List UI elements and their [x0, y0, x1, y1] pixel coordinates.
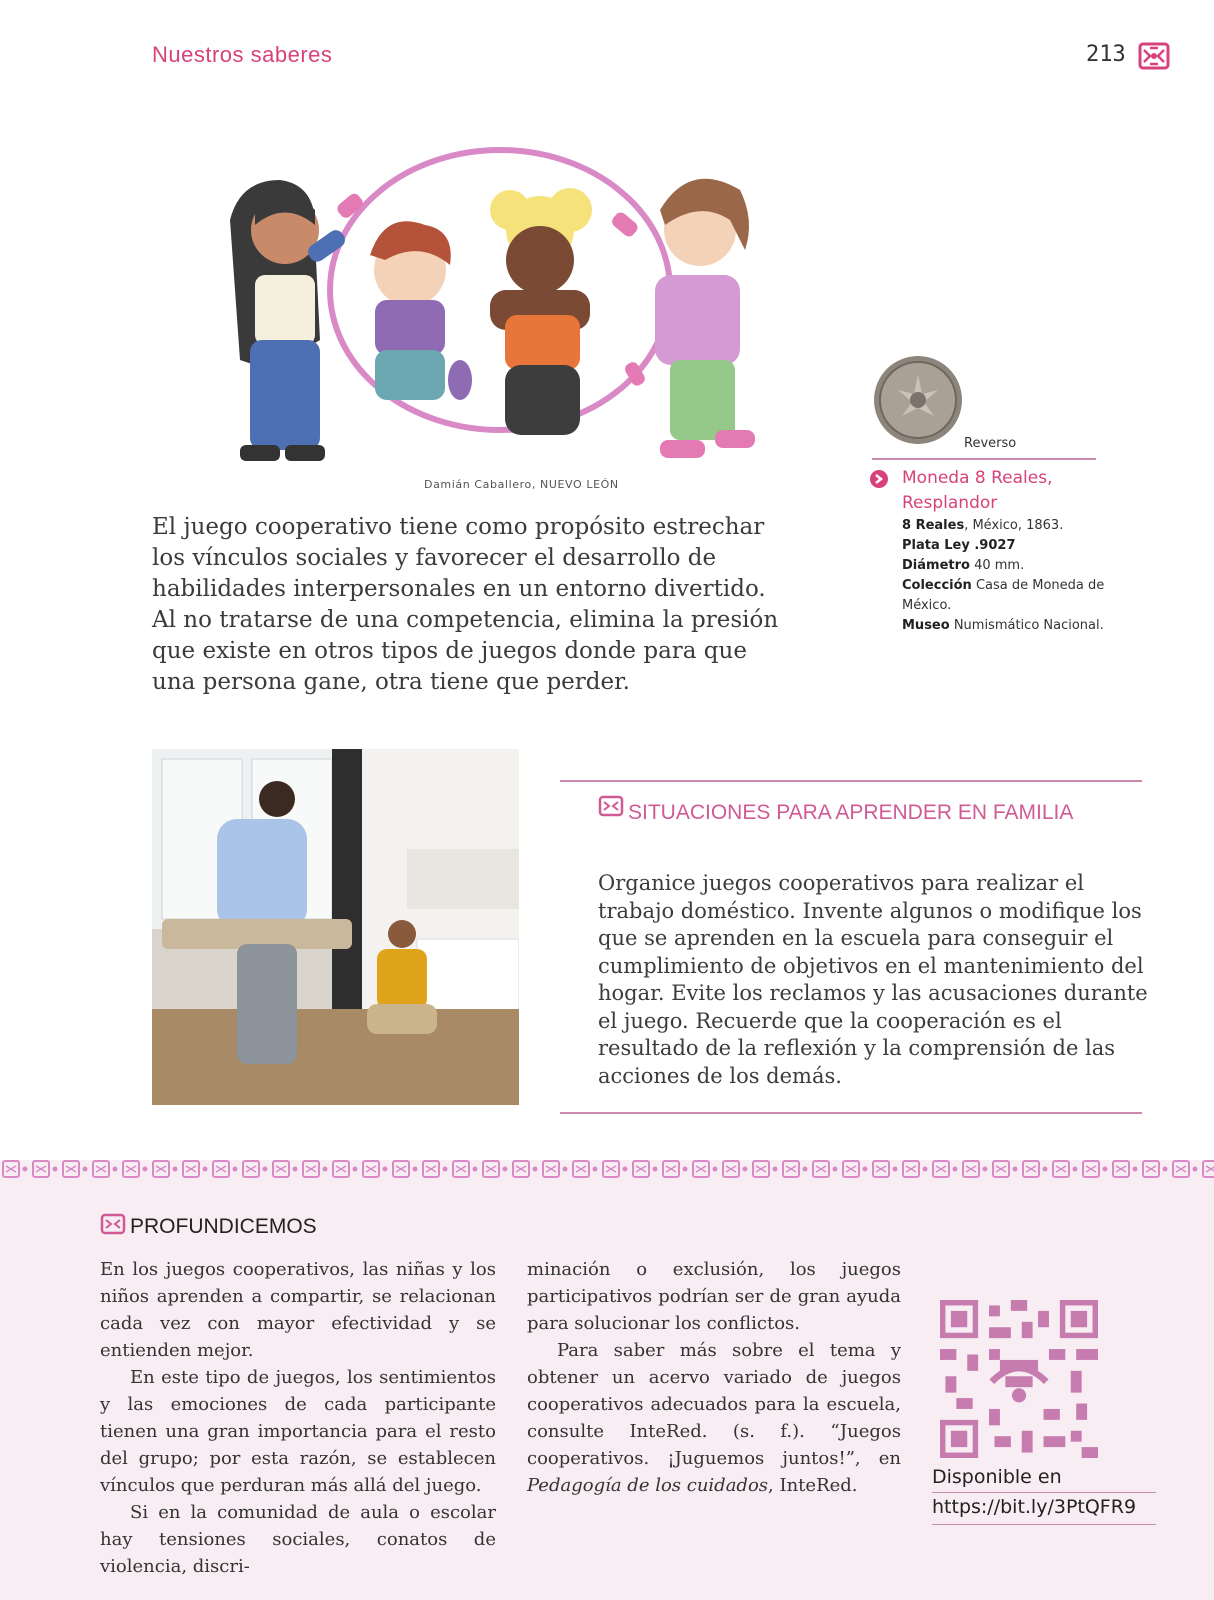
reference-text: Para saber más sobre el tema y obtener un acervo variado de juegos cooperativos adecuados para la escuela, consulte InteRed. (s. f.). “Juegos cooperativos. ¡Juguemos juntos!”, en: [527, 1340, 901, 1469]
profundicemos-column-1: [100, 1256, 496, 1580]
denomination-label: 8 Reales: [902, 518, 965, 533]
available-label: Disponible en: [932, 1466, 1062, 1488]
museum-value: Numismático Nacional.: [949, 618, 1104, 633]
paragraph: [527, 1337, 901, 1499]
link-top-rule: [932, 1492, 1156, 1493]
collection-label: Colección: [902, 578, 972, 593]
diameter-value: 40 mm.: [969, 558, 1025, 573]
decorative-border: [0, 1158, 1214, 1180]
resource-link[interactable]: https://bit.ly/3PtQFR9: [932, 1496, 1137, 1518]
paragraph: minación o exclusión, los juegos participativos podrían ser de gran ayuda para solucionar los conflictos.: [527, 1259, 901, 1334]
illustration-credit: Damián Caballero, NUEVO LEÓN: [424, 478, 619, 491]
glyph-ornament-icon: [1136, 38, 1172, 74]
intro-paragraph: El juego cooperativo tiene como propósito estrechar los vínculos sociales y favorecer el desarrollo de habilidades interpersonales en un entorno divertido. Al no tratarse de una competencia, elimina la presión que existe en otros tipos de juegos donde para que una persona gane, otra tiene que perder.: [152, 514, 779, 695]
chevron-right-icon: [870, 470, 888, 488]
family-box-text: Organice juegos cooperativos para realizar el trabajo doméstico. Invente algunos o modifique los que se aprenden en la escuela para conseguir el cumplimiento de objetivos en el mantenimiento del hogar. Evite los reclamos y las acusaciones durante el juego. Recuerde que la cooperación es el resultado de la reflexión y la comprensión de las acciones de los demás.: [598, 871, 1148, 1088]
paragraph: En los juegos cooperativos, las niñas y los niños aprenden a compartir, se relacionan cada vez con mayor efectividad y se entienden mejor.: [100, 1259, 496, 1361]
collection-value: Casa de Moneda de México.: [902, 578, 1105, 613]
family-box-top-rule: [560, 780, 1142, 782]
coin-details: [902, 516, 1108, 636]
silver-label: Plata Ley .9027: [902, 538, 1016, 553]
reference-end: , InteRed.: [768, 1475, 858, 1496]
glyph-ornament-icon: [100, 1212, 126, 1236]
family-box-title: SITUACIONES PARA APRENDER EN FAMILIA: [628, 801, 1074, 824]
museum-label: Museo: [902, 618, 950, 633]
reference-title: Pedagogía de los cuidados: [527, 1475, 769, 1496]
coin-side-label: Reverso: [964, 436, 1017, 451]
profundicemos-title: PROFUNDICEMOS: [130, 1215, 317, 1238]
link-bottom-rule: [932, 1524, 1156, 1525]
qr-code[interactable]: [940, 1300, 1098, 1458]
coin-name: Moneda 8 Reales, Resplandor: [902, 468, 1053, 513]
family-chores-photo: [152, 749, 519, 1105]
paragraph: Si en la comunidad de aula o escolar hay tensiones sociales, conatos de violencia, discri-: [100, 1502, 496, 1577]
paragraph: En este tipo de juegos, los sentimientos y las emociones de cada participante tienen una gran importancia para el resto del grupo; por esta razón, se establecen vínculos que perduran más allá del juego.: [100, 1367, 496, 1496]
children-jumping-rope-illustration: [210, 140, 780, 485]
coin-divider: [872, 458, 1096, 460]
family-box-bottom-rule: [560, 1112, 1142, 1114]
page-number: 213: [1086, 42, 1126, 67]
denomination-value: , México, 1863.: [964, 518, 1064, 533]
profundicemos-column-2: [527, 1256, 901, 1499]
coin-image: [872, 354, 964, 446]
diameter-label: Diámetro: [902, 558, 970, 573]
section-title: Nuestros saberes: [152, 42, 333, 67]
